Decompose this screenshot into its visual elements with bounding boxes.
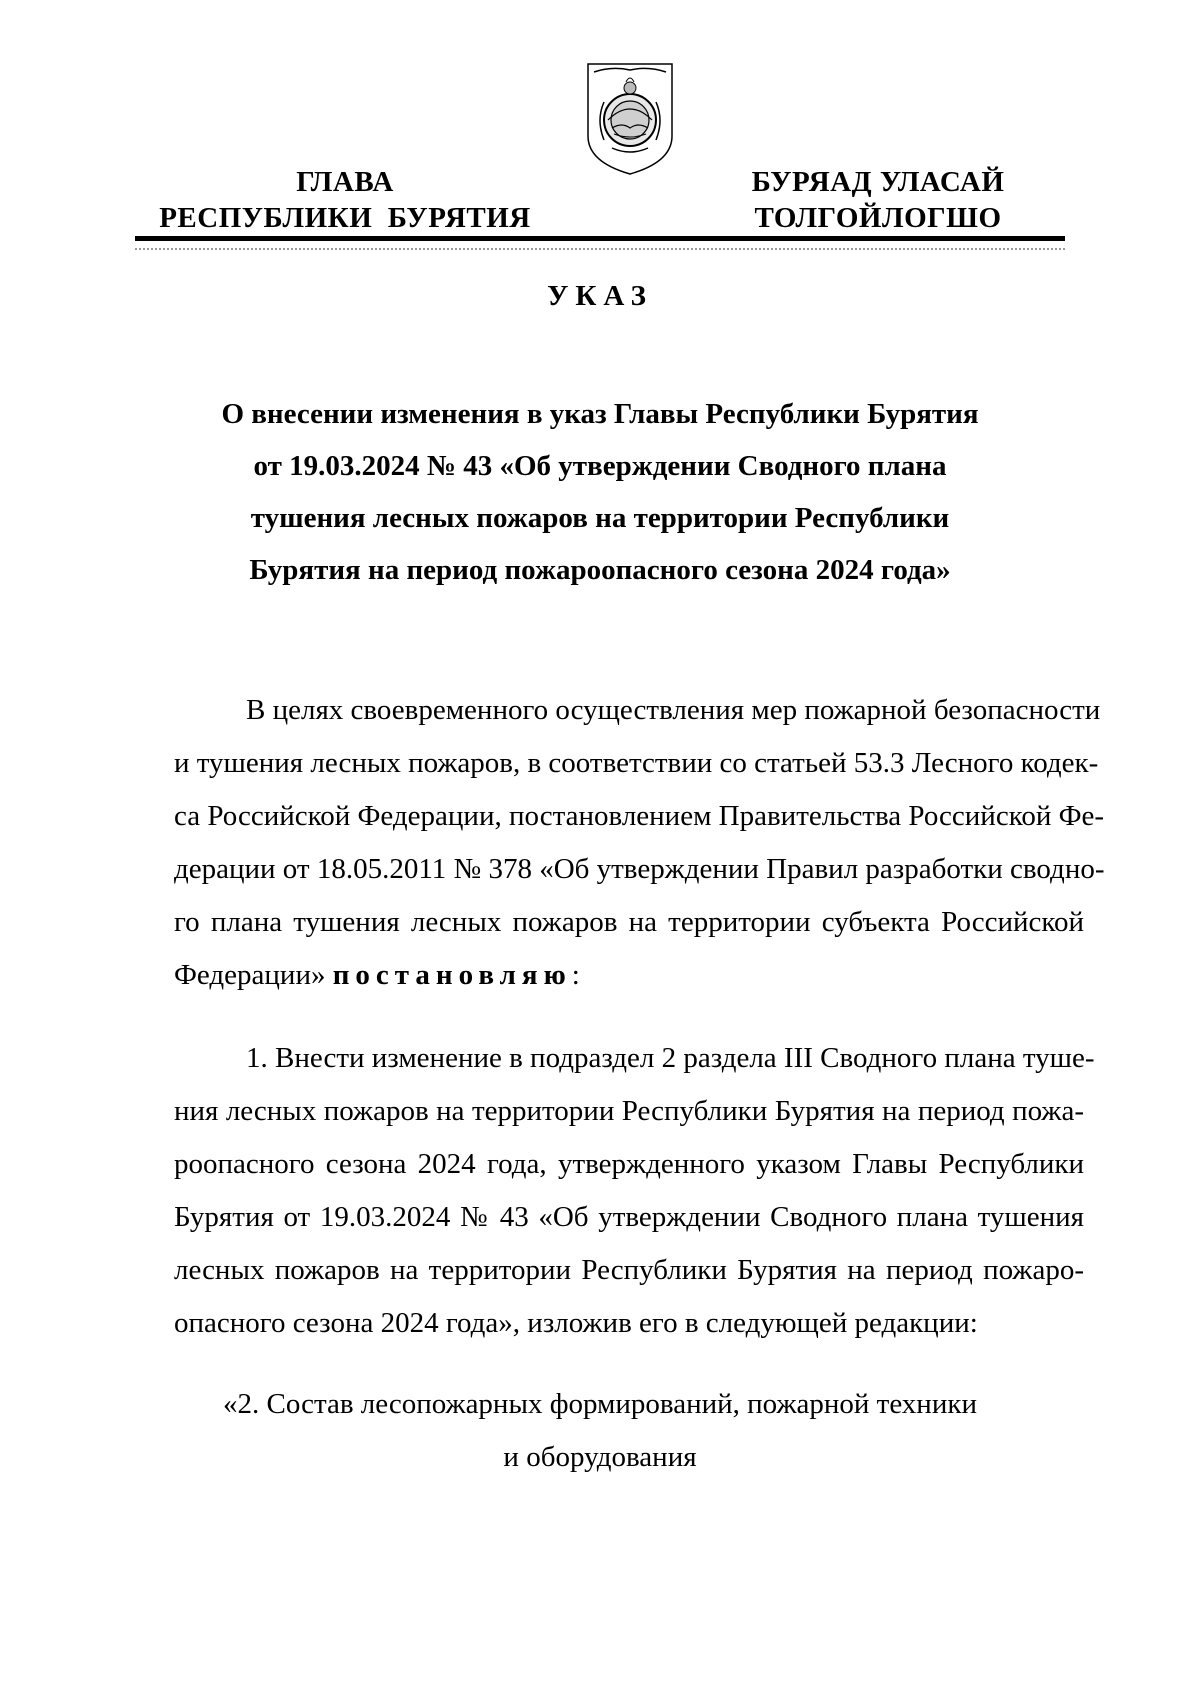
paragraph-text: : <box>571 959 580 991</box>
paragraph-line: и тушения лесных пожаров, в соответствии со статьей 53.3 Лесного кодек- <box>174 747 1099 779</box>
document-subject <box>150 388 1050 596</box>
issuer-header-ru <box>150 164 540 236</box>
paragraph-line: ния лесных пожаров на территории Республики Бурятия на период пожа- <box>174 1095 1084 1127</box>
paragraph-text: Федерации» <box>174 959 333 991</box>
issuer-title-line: РЕСПУБЛИКИ БУРЯТИЯ <box>159 202 531 234</box>
paragraph-line: са Российской Федерации, постановлением Правительства Российской Фе- <box>174 800 1105 832</box>
paragraph-line: лесных пожаров на территории Республики Бурятия на период пожаро- <box>174 1254 1084 1286</box>
issuer-title-line: БУРЯАД УЛАСАЙ <box>751 166 1005 198</box>
preamble-paragraph <box>174 684 1105 1002</box>
subject-line: О внесении изменения в указ Главы Республики Бурятия <box>221 398 979 430</box>
subject-line: от 19.03.2024 № 43 «Об утверждении Сводного плана <box>253 450 947 482</box>
issuer-title-line: ГЛАВА <box>296 166 394 198</box>
paragraph-line <box>174 949 1084 1002</box>
paragraph-line: роопасного сезона 2024 года, утвержденного указом Главы Республики <box>174 1148 1084 1180</box>
issuer-title-line: ТОЛГОЙЛОГШО <box>754 202 1002 234</box>
paragraph-line: В целях своевременного осуществления мер пожарной безопасности <box>246 694 1101 726</box>
paragraph-line: опасного сезона 2024 года», изложив его в следующей редакции: <box>174 1307 978 1339</box>
paragraph-line: 1. Внести изменение в подраздел 2 раздела III Сводного плана туше- <box>246 1042 1095 1074</box>
section-heading-line: и оборудования <box>503 1441 697 1473</box>
section-heading <box>150 1378 1050 1484</box>
issuer-header-bua <box>728 164 1028 236</box>
paragraph-line: дерации от 18.05.2011 № 378 «Об утверждении Правил разработки сводно- <box>174 853 1105 885</box>
paragraph-line: Бурятия от 19.03.2024 № 43 «Об утверждении Сводного плана тушения <box>174 1201 1084 1233</box>
subject-line: тушения лесных пожаров на территории Республики <box>250 502 950 534</box>
subject-line: Бурятия на период пожароопасного сезона 2024 года» <box>249 554 951 586</box>
section-heading-line: «2. Состав лесопожарных формирований, пожарной техники <box>223 1388 977 1420</box>
document-type-title: УКАЗ <box>547 280 653 312</box>
coat-of-arms-icon <box>582 58 678 178</box>
clause-1-paragraph <box>174 1032 1095 1350</box>
header-divider-thick <box>135 236 1065 241</box>
header-divider-thin <box>135 248 1065 250</box>
paragraph-line: го плана тушения лесных пожаров на территории субъекта Российской <box>174 906 1084 938</box>
decree-word: постановляю <box>332 959 572 991</box>
